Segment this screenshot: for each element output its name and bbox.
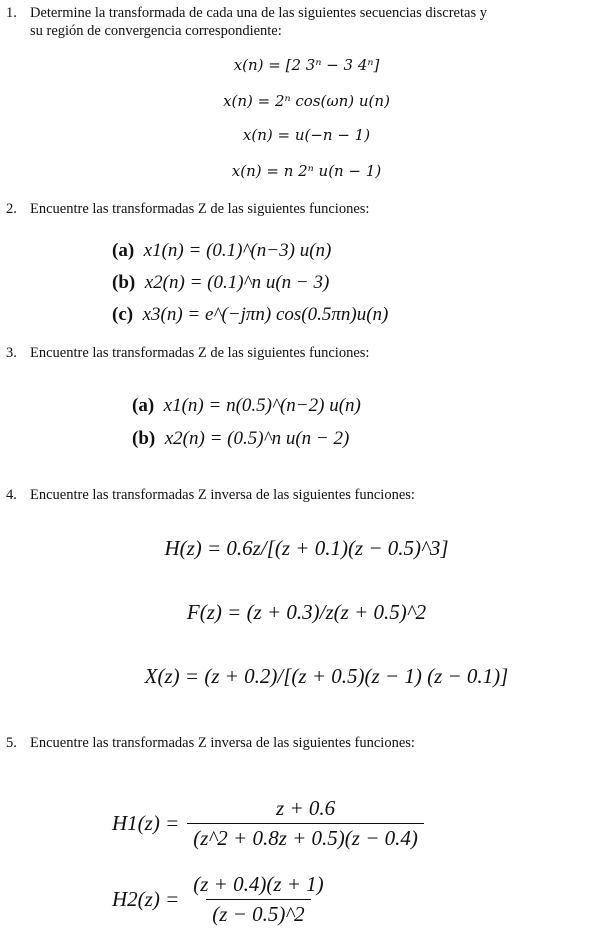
problem-5 — [6, 734, 610, 752]
fraction-numerator: (z + 0.4)(z + 1) — [193, 872, 324, 896]
item-label: (a) — [112, 240, 135, 261]
item-label: (b) — [112, 272, 136, 293]
problem-1 — [6, 4, 610, 40]
equation-text: x(n) = u(−n − 1) — [242, 126, 371, 144]
item-expression: x1(n) = (0.1)^(n−3) u(n) — [143, 240, 332, 261]
fraction — [187, 796, 424, 851]
item-expression: x2(n) = (0.1)^n u(n − 3) — [144, 272, 330, 293]
problem-text: Determine la transformada de cada una de las siguientes secuencias discretas y — [30, 5, 487, 21]
item-label: (b) — [132, 428, 156, 449]
item-expression: x3(n) = e^(−jπn) cos(0.5πn)u(n) — [142, 304, 389, 325]
fraction-h2 — [112, 872, 330, 927]
equation-4-1 — [0, 536, 613, 561]
fraction-denominator: (z^2 + 0.8z + 0.5)(z − 0.4) — [187, 823, 424, 851]
equation-1-3 — [0, 126, 613, 144]
item-2a — [112, 240, 331, 262]
problem-text: Encuentre las transformadas Z de las siguientes funciones: — [30, 345, 370, 361]
equation-4-3 — [20, 664, 613, 689]
item-label: (c) — [112, 304, 134, 325]
equation-1-2 — [0, 92, 613, 110]
problem-text-continued: su región de convergencia correspondiente: — [30, 23, 282, 39]
problem-3 — [6, 344, 610, 362]
equation-4-2 — [0, 600, 613, 625]
equation-text: H(z) = 0.6z/[(z + 0.1)(z − 0.5)^3] — [164, 536, 449, 560]
item-2c — [112, 304, 388, 326]
problem-text: Encuentre las transformadas Z de las siguientes funciones: — [30, 201, 370, 217]
fraction-denominator: (z − 0.5)^2 — [206, 899, 310, 927]
equation-1-4 — [0, 162, 613, 180]
problem-number: 3. — [6, 345, 17, 361]
equation-text: F(z) = (z + 0.3)/z(z + 0.5)^2 — [186, 600, 427, 624]
problem-text: Encuentre las transformadas Z inversa de las siguientes funciones: — [30, 735, 415, 751]
fraction-h1 — [112, 796, 424, 851]
item-3b — [132, 428, 349, 450]
equation-text: x(n) = 2ⁿ cos(ωn) u(n) — [223, 92, 390, 110]
problem-number: 2. — [6, 201, 17, 217]
fraction — [187, 872, 329, 927]
problem-text: Encuentre las transformadas Z inversa de las siguientes funciones: — [30, 487, 415, 503]
item-expression: x2(n) = (0.5)^n u(n − 2) — [164, 428, 350, 449]
fraction-numerator: z + 0.6 — [276, 796, 336, 820]
item-2b — [112, 272, 329, 294]
problem-number: 5. — [6, 735, 17, 751]
equation-text: X(z) = (z + 0.2)/[(z + 0.5)(z − 1) (z − 0.1)] — [144, 664, 509, 688]
item-3a — [132, 395, 361, 417]
fraction-lhs: H2(z) = — [112, 887, 180, 911]
equation-text: x(n) = [2 3ⁿ − 3 4ⁿ] — [233, 56, 380, 74]
problem-2 — [6, 200, 610, 218]
problem-number: 1. — [6, 5, 17, 21]
problem-4 — [6, 486, 610, 504]
problem-number: 4. — [6, 487, 17, 503]
fraction-lhs: H1(z) = — [112, 811, 180, 835]
equation-1-1 — [0, 56, 613, 74]
item-label: (a) — [132, 395, 155, 416]
item-expression: x1(n) = n(0.5)^(n−2) u(n) — [163, 395, 361, 416]
equation-text: x(n) = n 2ⁿ u(n − 1) — [231, 162, 382, 180]
